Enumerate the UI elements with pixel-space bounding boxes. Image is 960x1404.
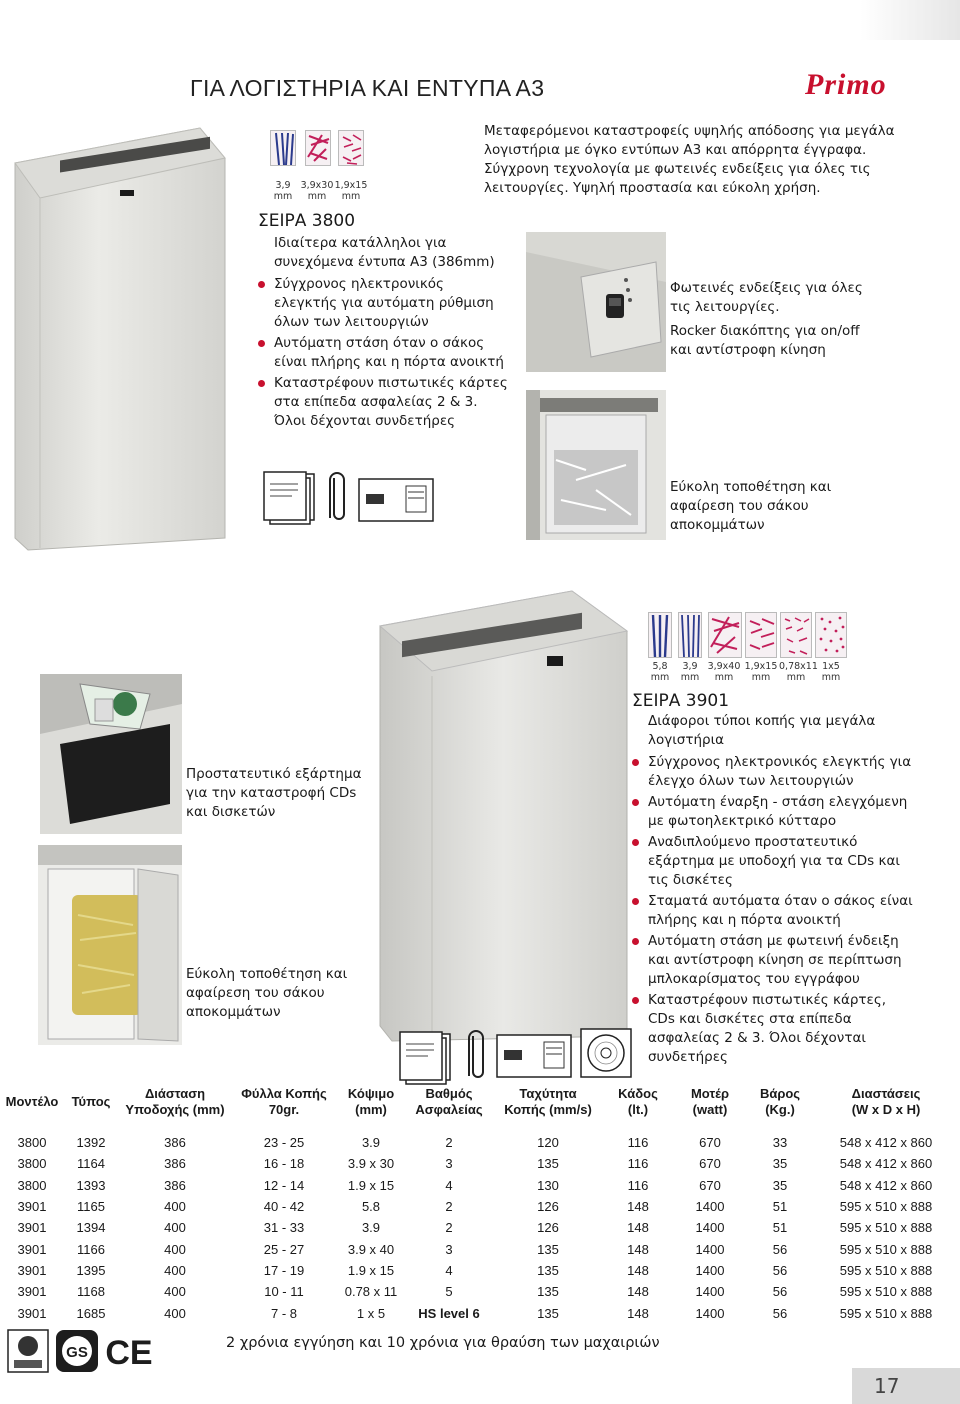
column-header: Φύλλα Κοπής 70gr. xyxy=(241,1086,327,1117)
table-cell: 400 xyxy=(164,1305,186,1321)
table-row xyxy=(0,1132,960,1153)
table-cell: 3.9 x 40 xyxy=(347,1241,395,1257)
table-cell: 400 xyxy=(164,1199,186,1215)
feature-item: Αυτόματη στάση όταν ο σάκος είναι πλήρης και η πόρτα ανοικτή xyxy=(258,334,508,372)
table-cell: 386 xyxy=(164,1177,186,1193)
table-cell: 3901 xyxy=(17,1262,47,1278)
table-cell: 3.9 x 30 xyxy=(347,1156,395,1172)
column-header: Μοντέλο xyxy=(5,1094,59,1109)
table-cell: 670 xyxy=(699,1177,721,1193)
table-cell: 1400 xyxy=(695,1220,725,1236)
table-cell: 2 xyxy=(445,1220,453,1236)
paper-stack-icon xyxy=(262,470,320,526)
table-cell: 126 xyxy=(537,1220,559,1236)
table-cell: 3 xyxy=(445,1156,453,1172)
table-cell: 670 xyxy=(699,1135,721,1151)
control-panel-photo xyxy=(526,232,666,372)
sample-caption: 1,9x15 mm xyxy=(744,661,778,683)
table-cell: 135 xyxy=(537,1156,559,1172)
series-3800-block xyxy=(258,210,508,433)
table-cell: 148 xyxy=(627,1241,649,1257)
cd-icon xyxy=(580,1028,632,1078)
table-cell: 148 xyxy=(627,1284,649,1300)
table-cell: 56 xyxy=(772,1305,788,1321)
spec-table xyxy=(0,1086,960,1324)
table-cell: 35 xyxy=(772,1177,788,1193)
series-3800-title: ΣΕΙΡΑ 3800 xyxy=(258,211,356,231)
table-row xyxy=(0,1260,960,1281)
feature-item: Καταστρέφουν πιστωτικές κάρτες, CDs και δισκέτες στα επίπεδα ασφαλείας 2 & 3. Όλοι δέχονται συνδετήρες xyxy=(632,991,914,1067)
table-cell: 33 xyxy=(772,1135,788,1151)
table-cell: 1395 xyxy=(76,1262,106,1278)
column-header: Κάδος (lt.) xyxy=(618,1086,658,1117)
table-cell: 31 - 33 xyxy=(263,1220,305,1236)
page-number: 17 xyxy=(874,1374,900,1398)
table-cell: 116 xyxy=(627,1135,649,1151)
series-3901-block xyxy=(632,690,914,1069)
table-cell: 1165 xyxy=(77,1199,105,1215)
table-cell: 1400 xyxy=(695,1284,725,1300)
gs-logo-icon xyxy=(54,1328,100,1374)
table-cell: 4 xyxy=(445,1177,453,1193)
table-cell: 1168 xyxy=(77,1284,105,1300)
column-header: Βαθμός Ασφαλείας xyxy=(415,1086,483,1117)
shredder-3800-image xyxy=(0,118,260,558)
paperclip-icon xyxy=(466,1030,488,1084)
table-cell: 595 x 510 x 888 xyxy=(839,1199,933,1215)
table-cell: 25 - 27 xyxy=(263,1241,305,1257)
table-cell: 148 xyxy=(627,1262,649,1278)
table-row xyxy=(0,1196,960,1217)
page-title: ΓΙΑ ΛΟΓΙΣΤΗΡΙΑ ΚΑΙ ΕΝΤΥΠΑ Α3 xyxy=(190,75,545,101)
sample-caption: 3,9 mm xyxy=(273,180,293,202)
shred-sample-micro xyxy=(780,612,812,658)
table-cell: 3901 xyxy=(17,1241,47,1257)
table-cell: 1164 xyxy=(77,1156,105,1172)
table-cell: 135 xyxy=(537,1262,559,1278)
table-cell: 3.9 xyxy=(361,1135,381,1151)
shred-sample-cross xyxy=(305,130,331,166)
table-cell: 10 - 11 xyxy=(264,1284,304,1300)
table-cell: 3901 xyxy=(17,1284,47,1300)
table-cell: 56 xyxy=(772,1262,788,1278)
table-cell: HS level 6 xyxy=(418,1305,480,1321)
sample-caption: 3,9x30 mm xyxy=(300,180,334,202)
shredder-3901-image xyxy=(372,586,634,1046)
table-cell: 1685 xyxy=(76,1305,106,1321)
shred-sample-strip xyxy=(270,130,296,166)
table-cell: 1166 xyxy=(77,1241,105,1257)
sample-caption: 3,9x40 mm xyxy=(707,661,741,683)
column-header: Διάσταση Υποδοχής (mm) xyxy=(125,1086,225,1117)
table-cell: 4 xyxy=(445,1262,453,1278)
table-row xyxy=(0,1217,960,1238)
table-row xyxy=(0,1175,960,1196)
feature-item: Σύγχρονος ηλεκτρονικός ελεγκτής για έλεγχο όλων των λειτουργιών xyxy=(632,753,914,791)
shred-sample-cross xyxy=(745,612,777,658)
table-cell: 2 xyxy=(445,1199,453,1215)
certification-logos xyxy=(6,1328,156,1376)
table-cell: 120 xyxy=(537,1135,559,1151)
table-cell: 670 xyxy=(699,1156,721,1172)
brand-logo xyxy=(805,68,887,102)
table-cell: 386 xyxy=(164,1156,186,1172)
table-cell: 595 x 510 x 888 xyxy=(839,1305,933,1321)
table-cell: 56 xyxy=(772,1241,788,1257)
table-cell: 3 xyxy=(445,1241,453,1257)
table-cell: 3.9 xyxy=(361,1220,381,1236)
table-cell: 116 xyxy=(627,1156,649,1172)
table-row xyxy=(0,1238,960,1259)
table-cell: 3901 xyxy=(17,1199,47,1215)
paperclip-icon xyxy=(327,472,349,526)
bag-caption-bottom: Εύκολη τοποθέτηση και αφαίρεση του σάκου αποκομμάτων xyxy=(186,966,348,1020)
table-cell: 3901 xyxy=(17,1305,47,1321)
table-cell: 1393 xyxy=(76,1177,106,1193)
table-cell: 595 x 510 x 888 xyxy=(839,1262,933,1278)
table-cell: 126 xyxy=(537,1199,559,1215)
table-cell: 35 xyxy=(772,1156,788,1172)
spec-table-container xyxy=(0,1086,960,1324)
table-cell: 135 xyxy=(537,1305,559,1321)
credit-card-icon xyxy=(358,478,434,522)
table-cell: 130 xyxy=(537,1177,559,1193)
table-cell: 595 x 510 x 888 xyxy=(839,1284,933,1300)
column-header: Βάρος (Kg.) xyxy=(759,1086,801,1117)
table-cell: 595 x 510 x 888 xyxy=(839,1220,933,1236)
feature-item: Αυτόματη έναρξη - στάση ελεγχόμενη με φωτοηλεκτρικό κύτταρο xyxy=(632,793,914,831)
table-cell: 23 - 25 xyxy=(263,1135,305,1151)
table-cell: 56 xyxy=(772,1284,788,1300)
table-cell: 3901 xyxy=(17,1220,47,1236)
table-cell: 1.9 x 15 xyxy=(347,1262,395,1278)
table-cell: 1400 xyxy=(695,1305,725,1321)
waste-bag-photo-top xyxy=(526,390,666,540)
table-cell: 548 x 412 x 860 xyxy=(839,1156,933,1172)
sample-caption: 1,9x15 mm xyxy=(334,180,368,202)
intro-text: Μεταφερόμενοι καταστροφείς υψηλής απόδοσης για μεγάλα λογιστήρια με όγκο εντύπων Α3 και απόρρητα έγγραφα. Σύγχρονη τεχνολογία με φωτεινές ενδείξεις για όλες τις λειτουργίες. Υψηλή προστασία και εύκολη χρήση. xyxy=(484,123,895,196)
svg-text:GS: GS xyxy=(66,1344,88,1361)
table-cell: 2 xyxy=(445,1135,453,1151)
table-cell: 135 xyxy=(537,1241,559,1257)
cd-attachment-photo xyxy=(40,674,182,834)
column-header: Διαστάσεις (W x D x H) xyxy=(851,1086,921,1117)
column-header: Ταχύτητα Κοπής (mm/s) xyxy=(504,1086,592,1117)
feature-item: Αυτόματη στάση με φωτεινή ένδειξη και αντίστροφη κίνηση σε περίπτωση μπλοκαρίσματος του εγγράφου xyxy=(632,932,914,989)
table-cell: 148 xyxy=(627,1305,649,1321)
table-cell: 7 - 8 xyxy=(270,1305,297,1321)
table-cell: 548 x 412 x 860 xyxy=(839,1135,933,1151)
feature-item: Σταματά αυτόματα όταν ο σάκος είναι πλήρης και η πόρτα ανοικτή xyxy=(632,892,914,930)
sample-caption: 5,8 mm xyxy=(650,661,670,683)
feature-item: Σύγχρονος ηλεκτρονικός ελεγκτής για αυτόματη ρύθμιση όλων των λειτουργιών xyxy=(258,275,508,332)
table-cell: 3800 xyxy=(17,1135,47,1151)
table-cell: 1400 xyxy=(695,1199,725,1215)
table-cell: 548 x 412 x 860 xyxy=(839,1177,933,1193)
series-3901-title: ΣΕΙΡΑ 3901 xyxy=(632,691,730,711)
series-3800-features xyxy=(258,275,508,431)
column-header: Κόψιμο (mm) xyxy=(347,1086,395,1117)
bag-caption-top: Εύκολη τοποθέτηση και αφαίρεση του σάκου αποκομμάτων xyxy=(670,479,832,533)
table-cell: 40 - 42 xyxy=(263,1199,305,1215)
table-cell: 135 xyxy=(537,1284,559,1300)
feature-item: Καταστρέφουν πιστωτικές κάρτες στα επίπεδα ασφαλείας 2 & 3. Όλοι δέχονται συνδετήρες xyxy=(258,374,508,431)
shred-sample-micro xyxy=(815,612,847,658)
table-cell: 386 xyxy=(164,1135,186,1151)
credit-card-icon xyxy=(496,1034,572,1078)
series-3800-subtitle: Ιδιαίτερα κατάλληλοι για συνεχόμενα έντυπα Α3 (386mm) xyxy=(274,235,495,270)
corner-decoration xyxy=(860,0,960,40)
table-cell: 400 xyxy=(164,1241,186,1257)
tuv-logo-icon xyxy=(6,1328,50,1374)
table-cell: 400 xyxy=(164,1262,186,1278)
table-row xyxy=(0,1153,960,1174)
sample-caption: 0,78x11 mm xyxy=(779,661,818,683)
paper-stack-icon xyxy=(398,1030,456,1086)
table-cell: 12 - 14 xyxy=(263,1177,305,1193)
sample-caption: 1x5 mm xyxy=(821,661,841,683)
table-cell: 148 xyxy=(627,1199,649,1215)
shred-sample-strip xyxy=(648,612,672,658)
table-cell: 51 xyxy=(772,1199,788,1215)
sample-caption: 3,9 mm xyxy=(680,661,700,683)
table-cell: 1394 xyxy=(76,1220,106,1236)
column-header: Μοτέρ (watt) xyxy=(690,1086,730,1117)
series-3901-subtitle: Διάφοροι τύποι κοπής για μεγάλα λογιστήρια xyxy=(648,713,876,748)
shred-sample-cross xyxy=(708,612,742,658)
table-cell: 1.9 x 15 xyxy=(347,1177,395,1193)
table-cell: 116 xyxy=(627,1177,649,1193)
shred-sample-strip xyxy=(678,612,702,658)
table-cell: 400 xyxy=(164,1284,186,1300)
page-number-tab xyxy=(852,1368,960,1404)
warranty-note: 2 χρόνια εγγύηση και 10 χρόνια για θραύση των μαχαιριών xyxy=(226,1335,660,1351)
table-cell: 51 xyxy=(772,1220,788,1236)
table-cell: 1400 xyxy=(695,1262,725,1278)
table-cell: 148 xyxy=(627,1220,649,1236)
shred-sample-micro xyxy=(338,130,364,166)
cd-attachment-caption: Προστατευτικό εξάρτημα για την καταστροφή CDs και δισκετών xyxy=(186,766,362,820)
waste-bag-photo-bottom xyxy=(38,845,182,1045)
feature-item: Αναδιπλούμενο προστατευτικό εξάρτημα με υποδοχή για τα CDs και τις δισκέτες xyxy=(632,833,914,890)
table-cell: 3800 xyxy=(17,1177,47,1193)
table-cell: 16 - 18 xyxy=(263,1156,305,1172)
table-row xyxy=(0,1302,960,1323)
table-cell: 17 - 19 xyxy=(263,1262,305,1278)
brand-name: Primo xyxy=(805,68,887,101)
table-header-row xyxy=(0,1086,960,1118)
column-header: Τύπος xyxy=(71,1094,111,1109)
panel-caption: Φωτεινές ενδείξεις για όλες τις λειτουργίες. xyxy=(670,280,863,315)
table-cell: 5.8 xyxy=(361,1199,381,1215)
table-cell: 1400 xyxy=(695,1241,725,1257)
table-cell: 3800 xyxy=(17,1156,47,1172)
ce-logo-icon xyxy=(104,1328,154,1374)
table-cell: 1392 xyxy=(76,1135,106,1151)
svg-text:CE: CE xyxy=(105,1334,153,1372)
table-cell: 400 xyxy=(164,1220,186,1236)
table-cell: 5 xyxy=(445,1284,453,1300)
table-row xyxy=(0,1281,960,1302)
rocker-caption: Rocker διακόπτης για on/off και αντίστροφη κίνηση xyxy=(670,323,860,358)
series-3901-features xyxy=(632,753,914,1067)
table-cell: 595 x 510 x 888 xyxy=(839,1241,933,1257)
table-cell: 0.78 x 11 xyxy=(344,1284,398,1300)
table-cell: 1 x 5 xyxy=(356,1305,386,1321)
